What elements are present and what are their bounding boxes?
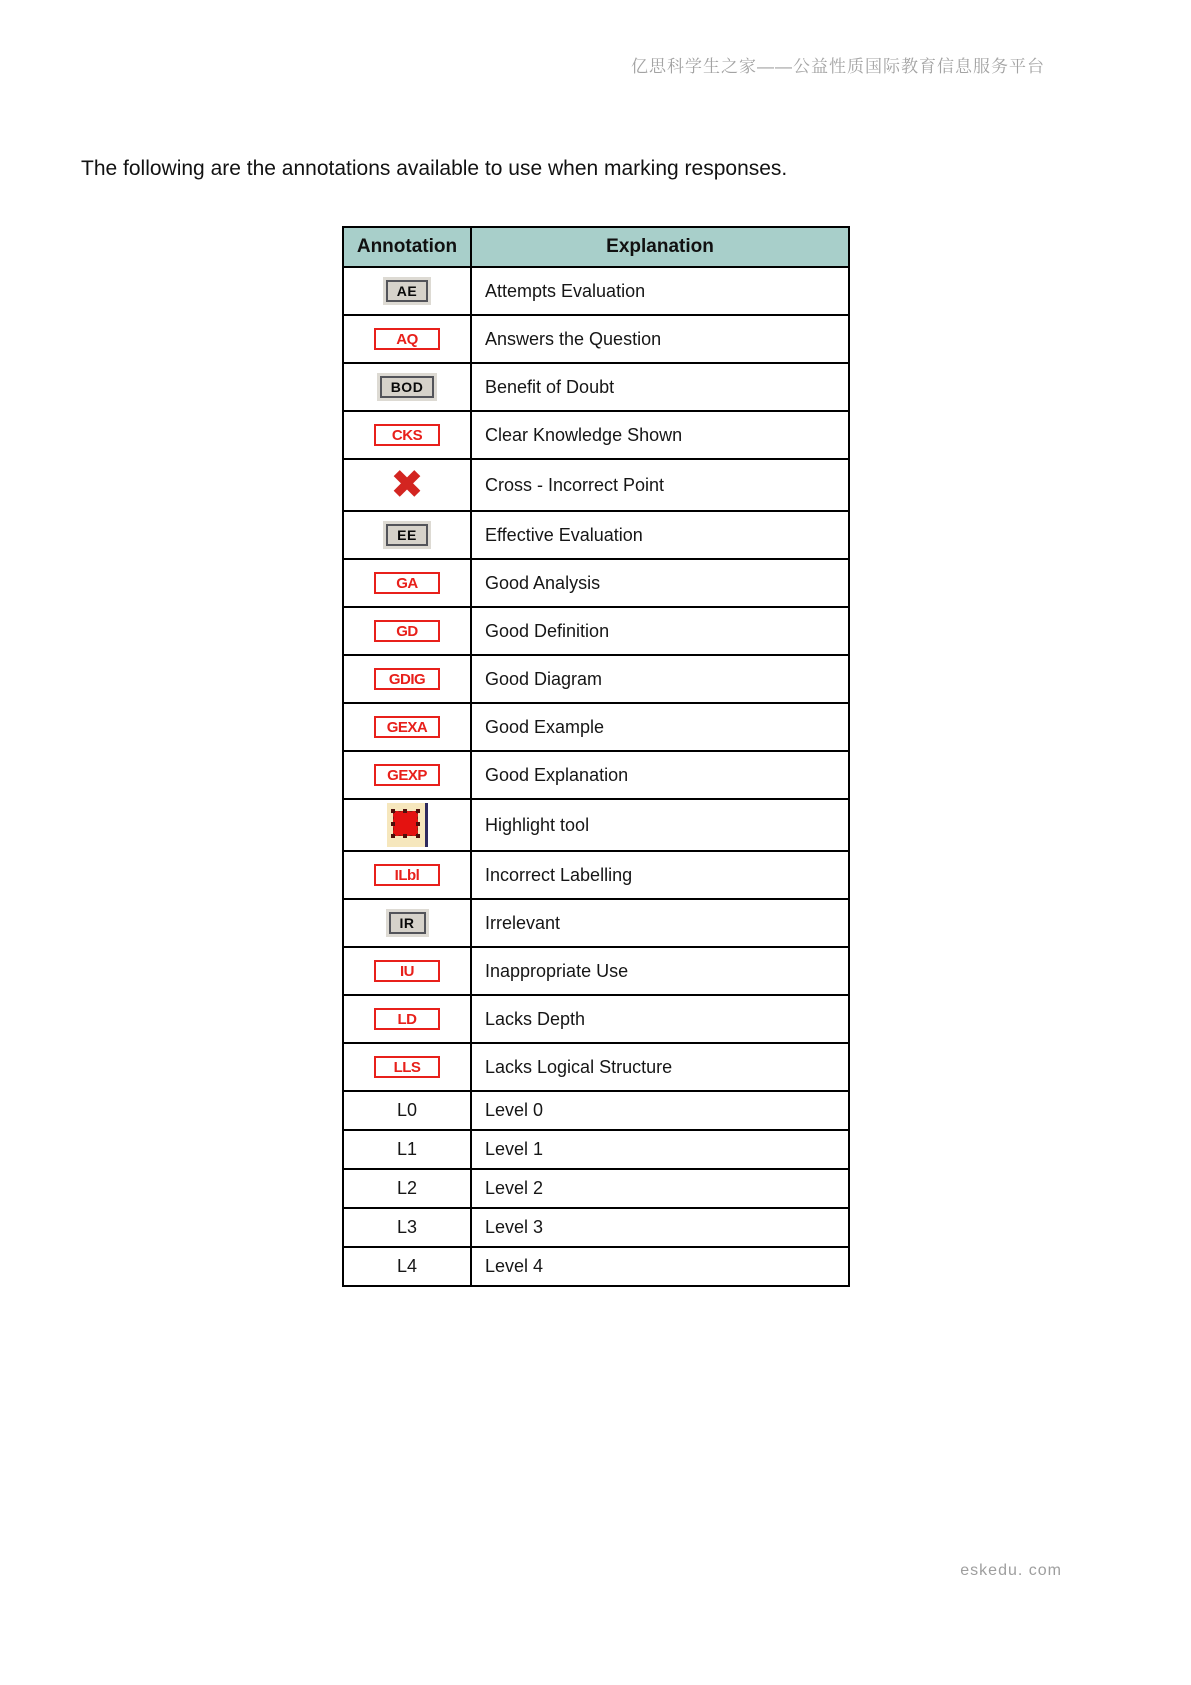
table-row: [343, 559, 849, 607]
table-row: [343, 751, 849, 799]
explanation-text: Highlight tool: [485, 814, 590, 835]
ga-stamp-icon: GA: [374, 572, 440, 594]
aq-stamp-icon: AQ: [374, 328, 440, 350]
annotation-cell: [343, 899, 471, 947]
ae-stamp-icon: AE: [386, 280, 428, 302]
table-header-row: [343, 227, 849, 267]
explanation-text: Cross - Incorrect Point: [485, 474, 665, 495]
annotation-cell: [343, 1247, 471, 1286]
table-row: [343, 315, 849, 363]
site-footer-watermark: eskedu. com: [960, 1562, 1062, 1579]
explanation-cell: [471, 947, 849, 995]
table-row: [343, 655, 849, 703]
explanation-text: Level 3: [485, 1217, 544, 1237]
explanation-cell: [471, 459, 849, 511]
explanation-text: Benefit of Doubt: [485, 376, 615, 397]
cks-stamp-icon: CKS: [374, 424, 440, 446]
l1-label: L1: [396, 1139, 418, 1159]
explanation-cell: [471, 267, 849, 315]
annotation-cell: [343, 851, 471, 899]
explanation-cell: [471, 1091, 849, 1130]
annotation-cell: [343, 1091, 471, 1130]
annotation-cell: [343, 947, 471, 995]
explanation-cell: [471, 363, 849, 411]
explanation-cell: [471, 1043, 849, 1091]
explanation-text: Level 4: [485, 1256, 544, 1276]
annotation-cell: [343, 995, 471, 1043]
explanation-text: Answers the Question: [485, 328, 662, 349]
explanation-text: Good Explanation: [485, 764, 629, 785]
table-row: [343, 799, 849, 851]
gd-stamp-icon: GD: [374, 620, 440, 642]
explanation-cell: [471, 1130, 849, 1169]
selection-handle: [391, 809, 395, 813]
annotation-cell: [343, 655, 471, 703]
explanation-text: Effective Evaluation: [485, 524, 643, 545]
explanation-cell: [471, 899, 849, 947]
explanation-cell: [471, 995, 849, 1043]
table-row: [343, 363, 849, 411]
explanation-text: Good Example: [485, 716, 605, 737]
table-row: [343, 1091, 849, 1130]
explanation-cell: [471, 1169, 849, 1208]
explanation-text: Level 0: [485, 1100, 544, 1120]
annotation-column-header: Annotation: [343, 227, 471, 267]
explanation-cell: [471, 1208, 849, 1247]
selection-handle: [416, 822, 420, 826]
table-row: [343, 1208, 849, 1247]
annotation-cell: [343, 559, 471, 607]
annotation-cell: [343, 1043, 471, 1091]
explanation-cell: [471, 511, 849, 559]
l3-label: L3: [396, 1217, 418, 1237]
table-row: [343, 607, 849, 655]
explanation-cell: [471, 851, 849, 899]
explanation-text: Lacks Logical Structure: [485, 1056, 673, 1077]
ld-stamp-icon: LD: [374, 1008, 440, 1030]
l4-label: L4: [396, 1256, 418, 1276]
explanation-cell: [471, 607, 849, 655]
annotation-cell: [343, 799, 471, 851]
annotation-cell: [343, 459, 471, 511]
explanation-text: Level 1: [485, 1139, 544, 1159]
selection-handle: [403, 809, 407, 813]
annotation-table-body: [343, 267, 849, 1286]
table-row: [343, 995, 849, 1043]
explanation-cell: [471, 559, 849, 607]
table-row: [343, 947, 849, 995]
l0-label: L0: [396, 1100, 418, 1120]
annotation-cell: [343, 363, 471, 411]
explanation-cell: [471, 1247, 849, 1286]
explanation-cell: [471, 655, 849, 703]
annotation-table: [342, 226, 850, 1287]
explanation-cell: [471, 799, 849, 851]
explanation-cell: [471, 411, 849, 459]
selection-handle: [391, 834, 395, 838]
annotation-cell: [343, 751, 471, 799]
table-row: [343, 851, 849, 899]
table-row: [343, 411, 849, 459]
ilbl-stamp-icon: ILbl: [374, 864, 440, 886]
annotation-cell: [343, 607, 471, 655]
gdig-stamp-icon: GDIG: [374, 668, 440, 690]
ee-stamp-icon: EE: [386, 524, 428, 546]
annotation-cell: [343, 703, 471, 751]
annotation-cell: [343, 1130, 471, 1169]
selection-handle: [416, 834, 420, 838]
explanation-text: Irrelevant: [485, 912, 561, 933]
table-row: [343, 899, 849, 947]
table-row: [343, 1169, 849, 1208]
annotation-cell: [343, 1169, 471, 1208]
lls-stamp-icon: LLS: [374, 1056, 440, 1078]
explanation-text: Good Diagram: [485, 668, 603, 689]
ir-stamp-icon: IR: [389, 912, 426, 934]
table-row: [343, 1247, 849, 1286]
explanation-cell: [471, 751, 849, 799]
gexp-stamp-icon: GEXP: [374, 764, 440, 786]
annotation-cell: [343, 267, 471, 315]
gexa-stamp-icon: GEXA: [374, 716, 440, 738]
explanation-text: Good Analysis: [485, 572, 601, 593]
iu-stamp-icon: IU: [374, 960, 440, 982]
selection-handle: [391, 822, 395, 826]
annotation-cell: [343, 411, 471, 459]
table-row: [343, 459, 849, 511]
table-row: [343, 1130, 849, 1169]
table-row: [343, 511, 849, 559]
annotation-cell: [343, 315, 471, 363]
table-row: [343, 1043, 849, 1091]
intro-text: The following are the annotations available to use when marking responses.: [81, 157, 788, 180]
explanation-text: Clear Knowledge Shown: [485, 424, 683, 445]
highlight-tool-icon: [387, 803, 428, 847]
explanation-text: Inappropriate Use: [485, 960, 629, 981]
bod-stamp-icon: BOD: [380, 376, 435, 398]
table-row: [343, 703, 849, 751]
highlight-red-square: [393, 811, 418, 836]
explanation-column-header: Explanation: [471, 227, 849, 267]
annotation-cell: [343, 511, 471, 559]
selection-handle: [403, 834, 407, 838]
explanation-cell: [471, 315, 849, 363]
explanation-text: Level 2: [485, 1178, 544, 1198]
selection-handle: [416, 809, 420, 813]
explanation-text: Good Definition: [485, 620, 610, 641]
cross-icon: ✖: [390, 463, 424, 507]
table-row: [343, 267, 849, 315]
explanation-text: Incorrect Labelling: [485, 864, 633, 885]
l2-label: L2: [396, 1178, 418, 1198]
site-header-watermark: 亿思科学生之家——公益性质国际教育信息服务平台: [631, 57, 1045, 76]
explanation-cell: [471, 703, 849, 751]
explanation-text: Lacks Depth: [485, 1008, 586, 1029]
annotation-cell: [343, 1208, 471, 1247]
explanation-text: Attempts Evaluation: [485, 280, 646, 301]
